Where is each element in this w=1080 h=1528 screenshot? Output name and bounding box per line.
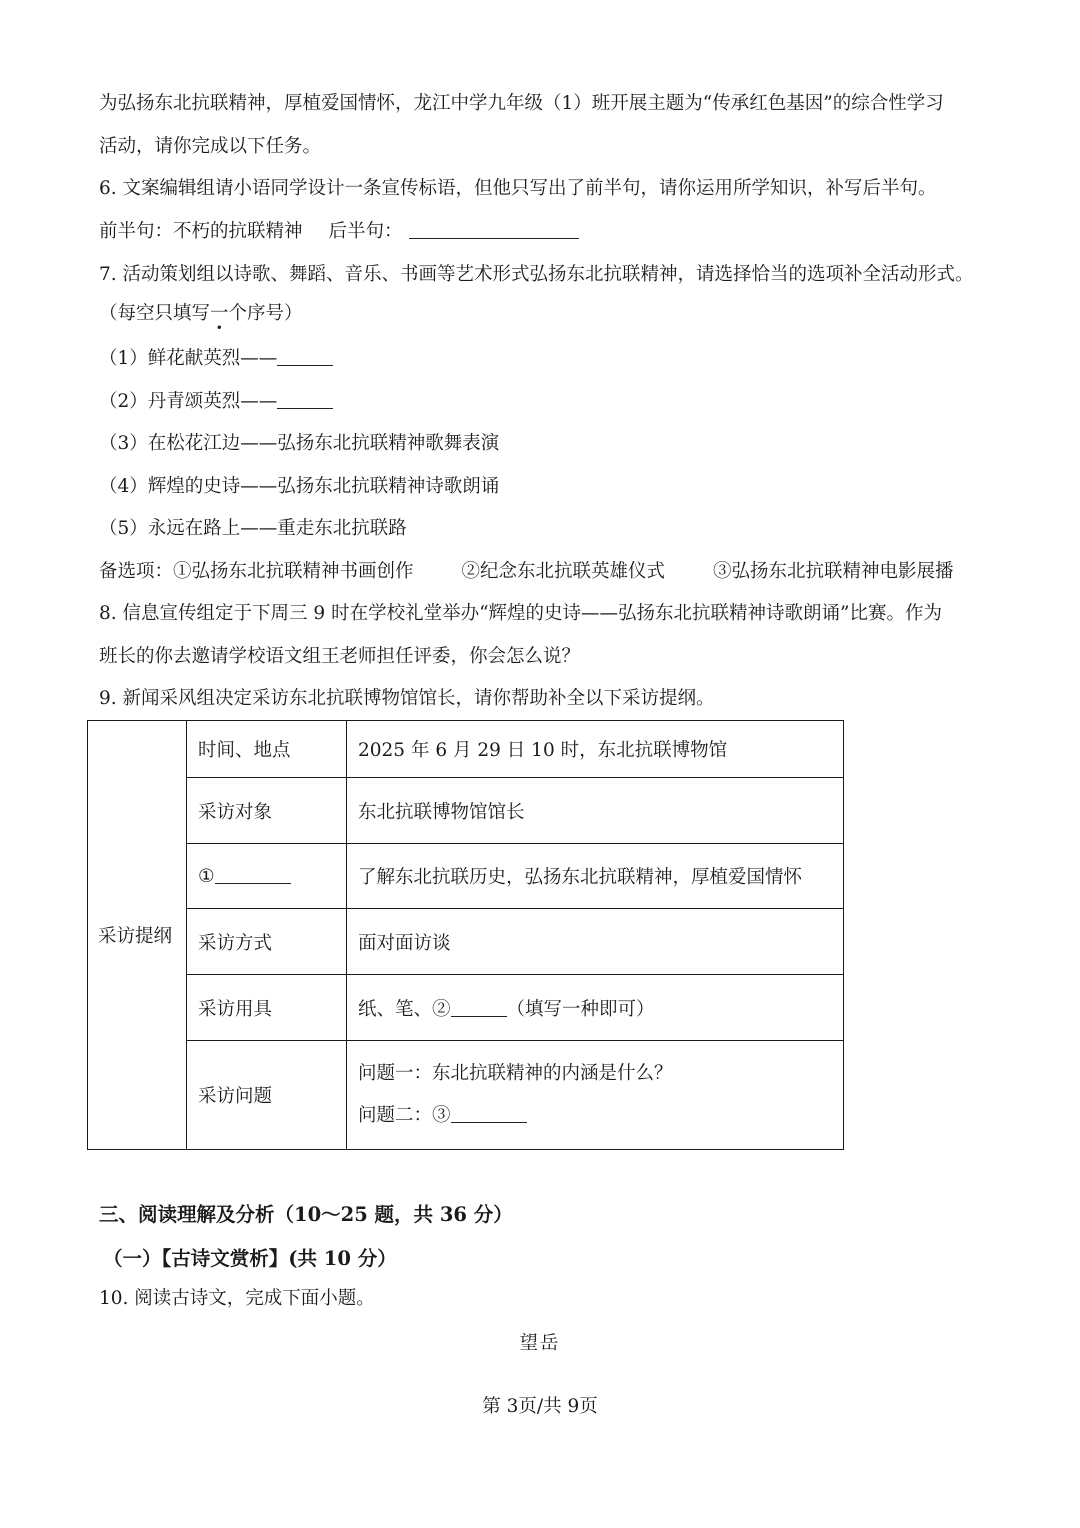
q7-item-1-text: （1）鲜花献英烈—— xyxy=(99,348,278,369)
table-content-time-place: 2025 年 6 月 29 日 10 时，东北抗联博物馆 xyxy=(347,721,844,778)
section-3-title: 三、阅读理解及分析（10～25 题，共 36 分） xyxy=(99,1203,513,1226)
tools-prefix: 纸、笔、② xyxy=(358,998,451,1020)
table-row-header: 采访提纲 xyxy=(88,721,187,1150)
table-label-interviewee: 采访对象 xyxy=(187,778,347,844)
poem-title: 望岳 xyxy=(519,1333,561,1354)
table-content-purpose: 了解东北抗联历史，弘扬东北抗联精神，厚植爱国情怀 xyxy=(347,844,844,909)
table-content-tools xyxy=(347,975,844,1041)
question-9: 9. 新闻采风组决定采访东北抗联博物馆馆长，请你帮助补全以下采访提纲。 xyxy=(99,688,715,709)
section-3-subtitle: （一）【古诗文赏析】(共 10 分） xyxy=(103,1247,397,1270)
interview-question-2 xyxy=(358,1095,843,1137)
blank-2-field[interactable] xyxy=(451,998,507,1017)
table-row xyxy=(88,844,844,909)
q7-options-label: 备选项： xyxy=(99,561,174,582)
question-8-line-1: 8. 信息宣传组定于下周三 9 时在学校礼堂举办“辉煌的史诗——弘扬东北抗联精神诗歌朗诵”比赛。作为 xyxy=(99,603,942,624)
q7-item-3: （3）在松花江边——弘扬东北抗联精神歌舞表演 xyxy=(99,433,500,454)
q7-note-emphasis: 一 xyxy=(210,303,229,324)
question-6: 6. 文案编辑组请小语同学设计一条宣传标语，但他只写出了前半句，请你运用所学知识，补写后半句。 xyxy=(99,178,937,199)
blank-1-marker: ① xyxy=(198,866,215,887)
question-8-line-2: 班长的你去邀请学校语文组王老师担任评委，你会怎么说？ xyxy=(99,646,581,667)
intro-line-2: 活动，请你完成以下任务。 xyxy=(99,136,322,157)
q7-item-4: （4）辉煌的史诗——弘扬东北抗联精神诗歌朗诵 xyxy=(99,476,500,497)
q7-item-2 xyxy=(99,390,333,414)
q7-option-2: ②纪念东北抗联英雄仪式 xyxy=(461,561,666,582)
page-footer: 第 3页/共 9页 xyxy=(482,1396,598,1417)
table-content-method: 面对面访谈 xyxy=(347,909,844,975)
table-content-interviewee: 东北抗联博物馆馆长 xyxy=(347,778,844,844)
interview-outline-table xyxy=(87,720,844,1150)
blank-1-field[interactable] xyxy=(215,865,291,884)
intro-line-1: 为弘扬东北抗联精神，厚植爱国情怀，龙江中学九年级（1）班开展主题为“传承红色基因”的综合性学习 xyxy=(99,93,944,114)
q6-answer-line xyxy=(99,220,579,244)
q7-option-3: ③弘扬东北抗联精神电影展播 xyxy=(713,561,954,582)
q7-item-1 xyxy=(99,347,333,371)
table-content-questions xyxy=(347,1041,844,1150)
q7-note-prefix: （每空只填写 xyxy=(99,303,211,324)
blank-3-field[interactable] xyxy=(451,1104,527,1123)
question-7: 7. 活动策划组以诗歌、舞蹈、音乐、书画等艺术形式弘扬东北抗联精神，请选择恰当的选项补全活动形式。 xyxy=(99,264,974,285)
q7-item-5: （5）永远在路上——重走东北抗联路 xyxy=(99,518,407,539)
q6-answer-blank[interactable] xyxy=(409,220,579,239)
q7-item-2-blank[interactable] xyxy=(277,390,333,409)
table-label-method: 采访方式 xyxy=(187,909,347,975)
table-row xyxy=(88,721,844,778)
tools-suffix: （填写一种即可） xyxy=(506,998,655,1020)
table-row xyxy=(88,1041,844,1150)
table-label-time-place: 时间、地点 xyxy=(187,721,347,778)
table-row xyxy=(88,975,844,1041)
q6-front-label: 前半句：不朽的抗联精神 xyxy=(99,221,303,242)
q7-option-1: ①弘扬东北抗联精神书画创作 xyxy=(173,561,414,582)
table-label-blank-1 xyxy=(187,844,347,909)
q6-back-label: 后半句： xyxy=(328,221,403,242)
q7-item-2-text: （2）丹青颂英烈—— xyxy=(99,391,278,412)
interview-question-1: 问题一：东北抗联精神的内涵是什么？ xyxy=(358,1063,673,1084)
table-label-questions: 采访问题 xyxy=(187,1041,347,1150)
q7-item-1-blank[interactable] xyxy=(277,347,333,366)
q7-note xyxy=(99,302,303,326)
table-row xyxy=(88,778,844,844)
question-2-label: 问题二：③ xyxy=(358,1105,451,1126)
question-10: 10. 阅读古诗文，完成下面小题。 xyxy=(99,1288,375,1309)
q7-note-suffix: 个序号） xyxy=(228,303,303,324)
table-row xyxy=(88,909,844,975)
table-label-tools: 采访用具 xyxy=(187,975,347,1041)
q7-options xyxy=(99,560,954,584)
